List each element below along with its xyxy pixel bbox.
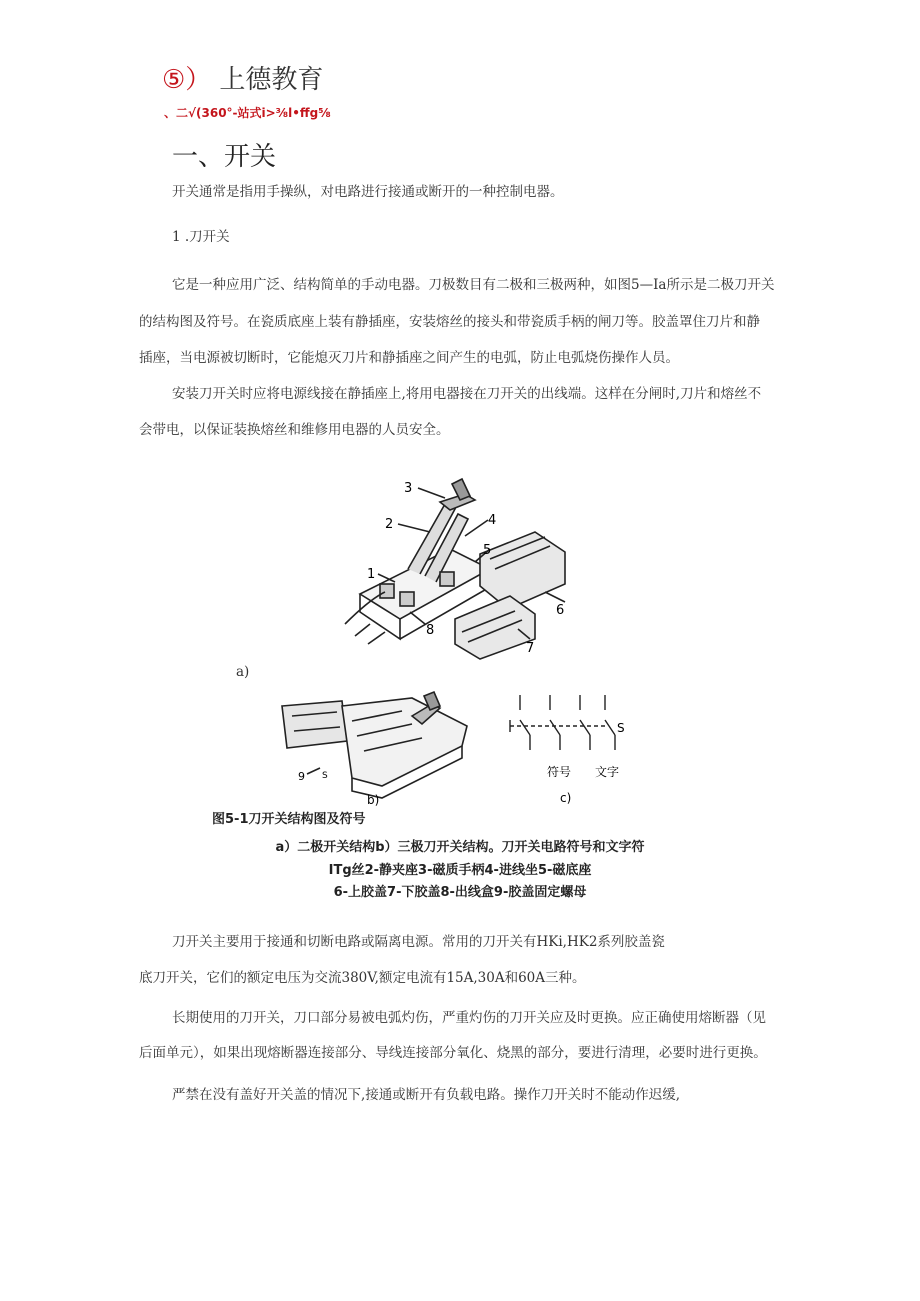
callout-7: 7 [526,641,535,656]
figure-label-b: b) [367,793,380,807]
callout-6: 6 [556,603,565,618]
callout-4: 4 [488,513,497,528]
callout-8: 8 [426,623,435,638]
para2-line: 安装刀开关时应将电源线接在静插座上,将用电器接在刀开关的出线端。这样在分闸时,刀片和熔丝不 [172,386,762,402]
para5-line: 严禁在没有盖好开关盖的情况下,接通或断开有负载电路。操作刀开关时不能动作迟缓, [172,1087,681,1103]
figure-label-a: a) [236,664,250,680]
subheading-knife-switch: 1 .刀开关 [172,229,230,245]
para3-line: 刀开关主要用于接通和切断电路或隔离电源。常用的刀开关有HKi,HK2系列胶盖瓷 [172,934,665,950]
figure-caption-line: ITg丝2-静夹座3-磁质手柄4-进线坐5-磁底座 [328,863,592,878]
figure-a-drawing [340,474,580,664]
figure-caption-line: a）二极开关结构b）三极刀开关结构。刀开关电路符号和文字符 [275,840,645,855]
symbol-label: 符号 [547,765,572,779]
section-title: 一、开关 [172,142,277,172]
callout-9: 9 [298,770,305,783]
intro-paragraph: 开关通常是指用手操纵，对电路进行接通或断开的一种控制电器。 [172,184,564,200]
callout-2: 2 [385,517,394,532]
figure-caption-line: 6-上胶盖7-下胶盖8-出线盒9-胶盖固定螺母 [333,885,587,900]
para2-line: 会带电，以保证装换熔丝和维修用电器的人员安全。 [139,422,450,438]
brand-name: 上德教育 [219,65,324,95]
figure-b-drawing [272,686,482,811]
brand-logo [162,64,323,96]
para3-line: 底刀开关，它们的额定电压为交流380V,额定电流有15A,30A和60A三种。 [139,970,586,986]
fuse-symbol: S [322,771,328,781]
para4-line: 后面单元），如果出现熔断器连接部分、导线连接部分氧化、烧黑的部分，要进行清理，必要时进行更换。 [139,1045,767,1061]
para1-line: 它是一种应用广泛、结构简单的手动电器。刀极数目有二极和三极两种，如图5—Ia所示是二极刀开关 [172,277,775,293]
callout-3: 3 [404,481,413,496]
callout-5: 5 [483,543,492,558]
logo-mark: ⑤） [162,65,212,95]
figure-caption-title: 图5-1刀开关结构图及符号 [212,812,366,827]
para1-line: 插座，当电源被切断时，它能熄灭刀片和静插座之间产生的电弧，防止电弧烧伤操作人员。 [139,350,679,366]
para4-line: 长期使用的刀开关，刀口部分易被电弧灼伤，严重灼伤的刀开关应及时更换。应正确使用熔断器（见 [172,1010,766,1026]
callout-1: 1 [367,567,376,582]
brand-slogan: 、二√(360°-站式i>⅜l•ffg⅝ [164,106,331,120]
figure-c-symbol [505,690,645,810]
figure-label-c: c) [560,791,572,805]
symbol-letter: S [617,721,625,735]
text-label: 文字 [595,765,620,779]
para1-line: 的结构图及符号。在瓷质底座上装有静插座，安装熔丝的接头和带瓷质手柄的闸刀等。胶盖罩住刀片和静 [139,314,760,330]
